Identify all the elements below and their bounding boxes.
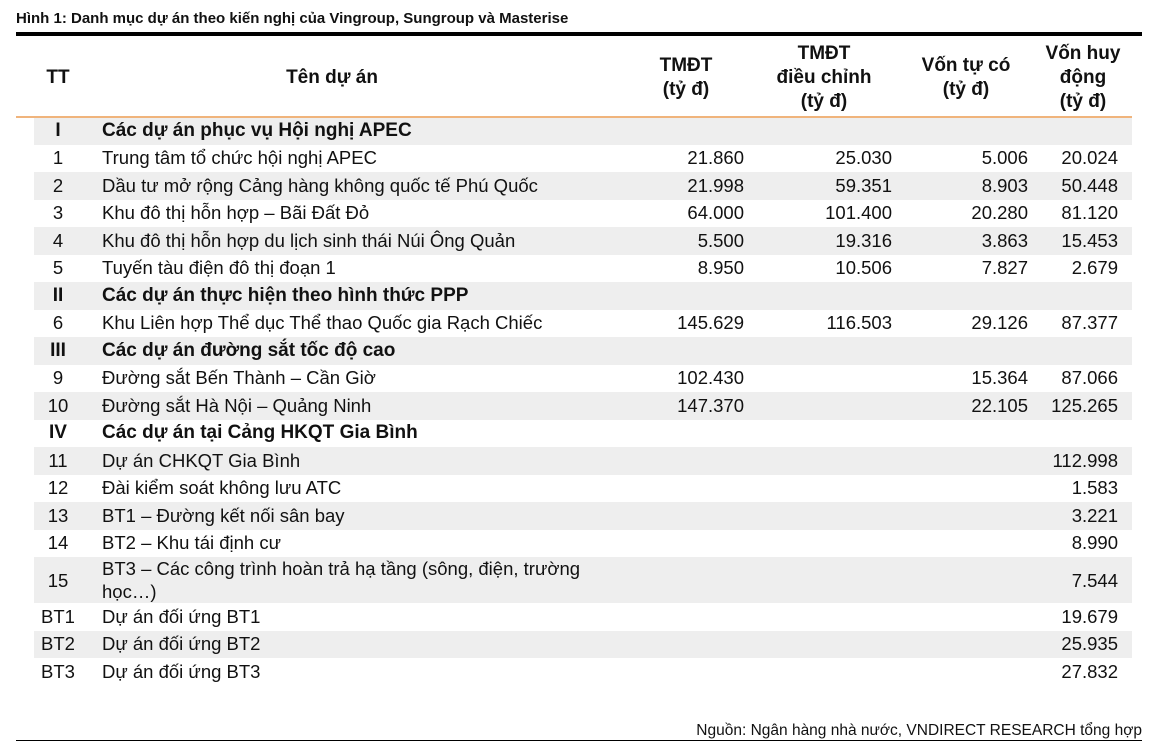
cell-tmdt-adjusted (750, 557, 898, 603)
cell-name: Đường sắt Hà Nội – Quảng Ninh (82, 392, 622, 420)
section-row (34, 117, 1132, 145)
cell-own-capital: 22.105 (898, 392, 1034, 420)
cell-tt: II (34, 282, 82, 310)
cell-name: BT1 – Đường kết nối sân bay (82, 502, 622, 530)
cell-name: Trung tâm tổ chức hội nghị APEC (102, 147, 377, 169)
cell-tt: I (34, 117, 82, 145)
cell-tmdt-adjusted (750, 658, 898, 686)
cell-raised-capital: 2.679 (1071, 257, 1118, 279)
cell-name: Các dự án phục vụ Hội nghị APEC (82, 117, 1132, 145)
cell-name: Đài kiểm soát không lưu ATC (102, 477, 342, 499)
cell-own-capital: 3.863 (898, 227, 1034, 255)
cell-tmdt (622, 603, 750, 631)
cell-tmdt: 8.950 (697, 257, 744, 279)
cell-name: Đường sắt Bến Thành – Cần Giờ (102, 367, 376, 389)
cell-name: Tuyến tàu điện đô thị đoạn 1 (102, 257, 336, 279)
table-row (34, 227, 1132, 255)
cell-tmdt-adjusted: 116.503 (826, 312, 892, 334)
cell-tmdt-adjusted: 59.351 (750, 172, 898, 200)
cell-tmdt: 5.500 (622, 227, 750, 255)
cell-tmdt-adjusted (750, 365, 898, 393)
table-row (34, 658, 1132, 686)
cell-tmdt: 102.430 (677, 367, 744, 389)
cell-tt: BT3 (41, 660, 75, 682)
bottom-rule (16, 740, 1142, 741)
table-row (34, 255, 1132, 283)
cell-tmdt: 21.860 (687, 147, 744, 169)
cell-tt: 6 (52, 312, 64, 334)
cell-tmdt: 21.998 (622, 172, 750, 200)
cell-tmdt (622, 502, 750, 530)
cell-tt: 10 (34, 392, 82, 420)
cell-own-capital (898, 447, 1034, 475)
cell-raised-capital: 81.120 (1061, 202, 1118, 224)
cell-tmdt-adjusted (750, 603, 898, 631)
table-row (34, 475, 1132, 503)
table-body (34, 117, 1132, 686)
cell-tt: 15 (34, 557, 82, 603)
cell-own-capital: 7.827 (981, 257, 1028, 279)
table-row (34, 603, 1132, 631)
cell-tt: 1 (52, 147, 64, 169)
table-row (34, 145, 1132, 173)
header-tmdt: TMĐT (tỷ đ) (659, 54, 713, 100)
section-row (34, 282, 1132, 310)
cell-own-capital (898, 631, 1034, 659)
cell-tmdt: 147.370 (622, 392, 750, 420)
table-row (34, 631, 1132, 659)
cell-tt: 4 (34, 227, 82, 255)
cell-name: Khu Liên hợp Thể dục Thể thao Quốc gia Rạch Chiếc (102, 312, 543, 334)
cell-raised-capital: 27.832 (1061, 660, 1118, 682)
cell-tmdt-adjusted: 101.400 (825, 202, 892, 224)
table-row (34, 530, 1132, 558)
cell-raised-capital: 8.990 (1071, 532, 1118, 554)
table-row (34, 502, 1132, 530)
table-row (34, 392, 1132, 420)
cell-name: BT2 – Khu tái định cư (102, 532, 281, 554)
cell-tt: 12 (47, 477, 69, 499)
cell-tt: BT2 (34, 631, 82, 659)
source-note: Nguồn: Ngân hàng nhà nước, VNDIRECT RESEARCH tổng hợp (696, 722, 1142, 739)
section-row (34, 420, 1132, 448)
table-row (34, 447, 1132, 475)
cell-name: Khu đô thị hỗn hợp – Bãi Đất Đỏ (102, 202, 370, 224)
cell-own-capital (898, 557, 1034, 603)
cell-tmdt-adjusted (750, 530, 898, 558)
cell-raised-capital: 1.583 (1071, 477, 1118, 499)
cell-raised-capital: 50.448 (1034, 172, 1132, 200)
cell-raised-capital: 87.066 (1061, 367, 1118, 389)
cell-tmdt: 145.629 (677, 312, 744, 334)
cell-tmdt-adjusted (750, 447, 898, 475)
header-row (34, 38, 1132, 117)
cell-tt: 14 (47, 532, 69, 554)
cell-own-capital: 8.903 (898, 172, 1034, 200)
header-tmdt-adjusted: TMĐT điều chỉnh (tỷ đ) (776, 42, 872, 112)
cell-own-capital (898, 475, 1034, 503)
section-row (34, 337, 1132, 365)
cell-raised-capital: 87.377 (1061, 312, 1118, 334)
cell-own-capital (898, 658, 1034, 686)
cell-tmdt-adjusted (750, 475, 898, 503)
cell-tt: IV (49, 422, 67, 444)
cell-raised-capital: 3.221 (1034, 502, 1132, 530)
cell-raised-capital: 20.024 (1061, 147, 1118, 169)
cell-tt: 3 (52, 202, 64, 224)
top-rule (16, 32, 1142, 36)
cell-raised-capital: 125.265 (1034, 392, 1132, 420)
cell-name: Khu đô thị hỗn hợp du lịch sinh thái Núi Ông Quản (82, 227, 622, 255)
cell-tmdt-adjusted: 19.316 (750, 227, 898, 255)
table-row (34, 310, 1132, 338)
cell-name: Dự án CHKQT Gia Bình (82, 447, 622, 475)
cell-raised-capital: 7.544 (1034, 557, 1132, 603)
cell-own-capital (898, 603, 1034, 631)
cell-tmdt-adjusted (750, 502, 898, 530)
table-row (34, 200, 1132, 228)
cell-tt: 11 (34, 447, 82, 475)
table-row (34, 172, 1132, 200)
table-row (34, 365, 1132, 393)
cell-name: Dầu tư mở rộng Cảng hàng không quốc tế Phú Quốc (82, 172, 622, 200)
cell-tt: 2 (34, 172, 82, 200)
cell-raised-capital: 15.453 (1034, 227, 1132, 255)
cell-tmdt (622, 557, 750, 603)
cell-name: Dự án đối ứng BT1 (102, 605, 261, 627)
cell-own-capital: 5.006 (981, 147, 1028, 169)
cell-own-capital: 29.126 (971, 312, 1028, 334)
cell-name: BT3 – Các công trình hoàn trả hạ tầng (sông, điện, trường học…) (82, 557, 622, 603)
header-raised-capital: Vốn huy động (tỷ đ) (1045, 42, 1121, 112)
cell-own-capital (898, 530, 1034, 558)
cell-raised-capital: 25.935 (1034, 631, 1132, 659)
cell-tmdt (622, 530, 750, 558)
cell-name: Các dự án tại Cảng HKQT Gia Bình (102, 422, 418, 444)
cell-raised-capital: 112.998 (1034, 447, 1132, 475)
cell-tmdt (622, 631, 750, 659)
cell-name: Các dự án thực hiện theo hình thức PPP (82, 282, 1132, 310)
cell-tt: BT1 (41, 605, 75, 627)
cell-tmdt-adjusted: 10.506 (835, 257, 892, 279)
header-tt: TT (46, 66, 70, 88)
cell-tmdt (622, 447, 750, 475)
cell-own-capital (898, 502, 1034, 530)
cell-raised-capital: 19.679 (1061, 605, 1118, 627)
cell-name: Dự án đối ứng BT3 (102, 660, 261, 682)
projects-table (34, 38, 1132, 686)
cell-own-capital: 20.280 (971, 202, 1028, 224)
cell-tt: III (34, 337, 82, 365)
cell-name: Dự án đối ứng BT2 (82, 631, 622, 659)
table-row (34, 557, 1132, 603)
cell-tmdt: 64.000 (687, 202, 744, 224)
cell-tmdt (622, 475, 750, 503)
cell-tmdt-adjusted: 25.030 (835, 147, 892, 169)
cell-name: Các dự án đường sắt tốc độ cao (82, 337, 1132, 365)
header-divider (16, 116, 1132, 118)
cell-tt: 9 (52, 367, 64, 389)
cell-tt: 13 (34, 502, 82, 530)
cell-own-capital: 15.364 (971, 367, 1028, 389)
cell-tmdt (622, 658, 750, 686)
header-own-capital: Vốn tự có (tỷ đ) (921, 54, 1011, 100)
cell-tmdt-adjusted (750, 392, 898, 420)
header-name: Tên dự án (286, 66, 378, 88)
figure-title: Hình 1: Danh mục dự án theo kiến nghị của Vingroup, Sungroup và Masterise (16, 10, 569, 27)
cell-tt: 5 (52, 257, 64, 279)
cell-tmdt-adjusted (750, 631, 898, 659)
